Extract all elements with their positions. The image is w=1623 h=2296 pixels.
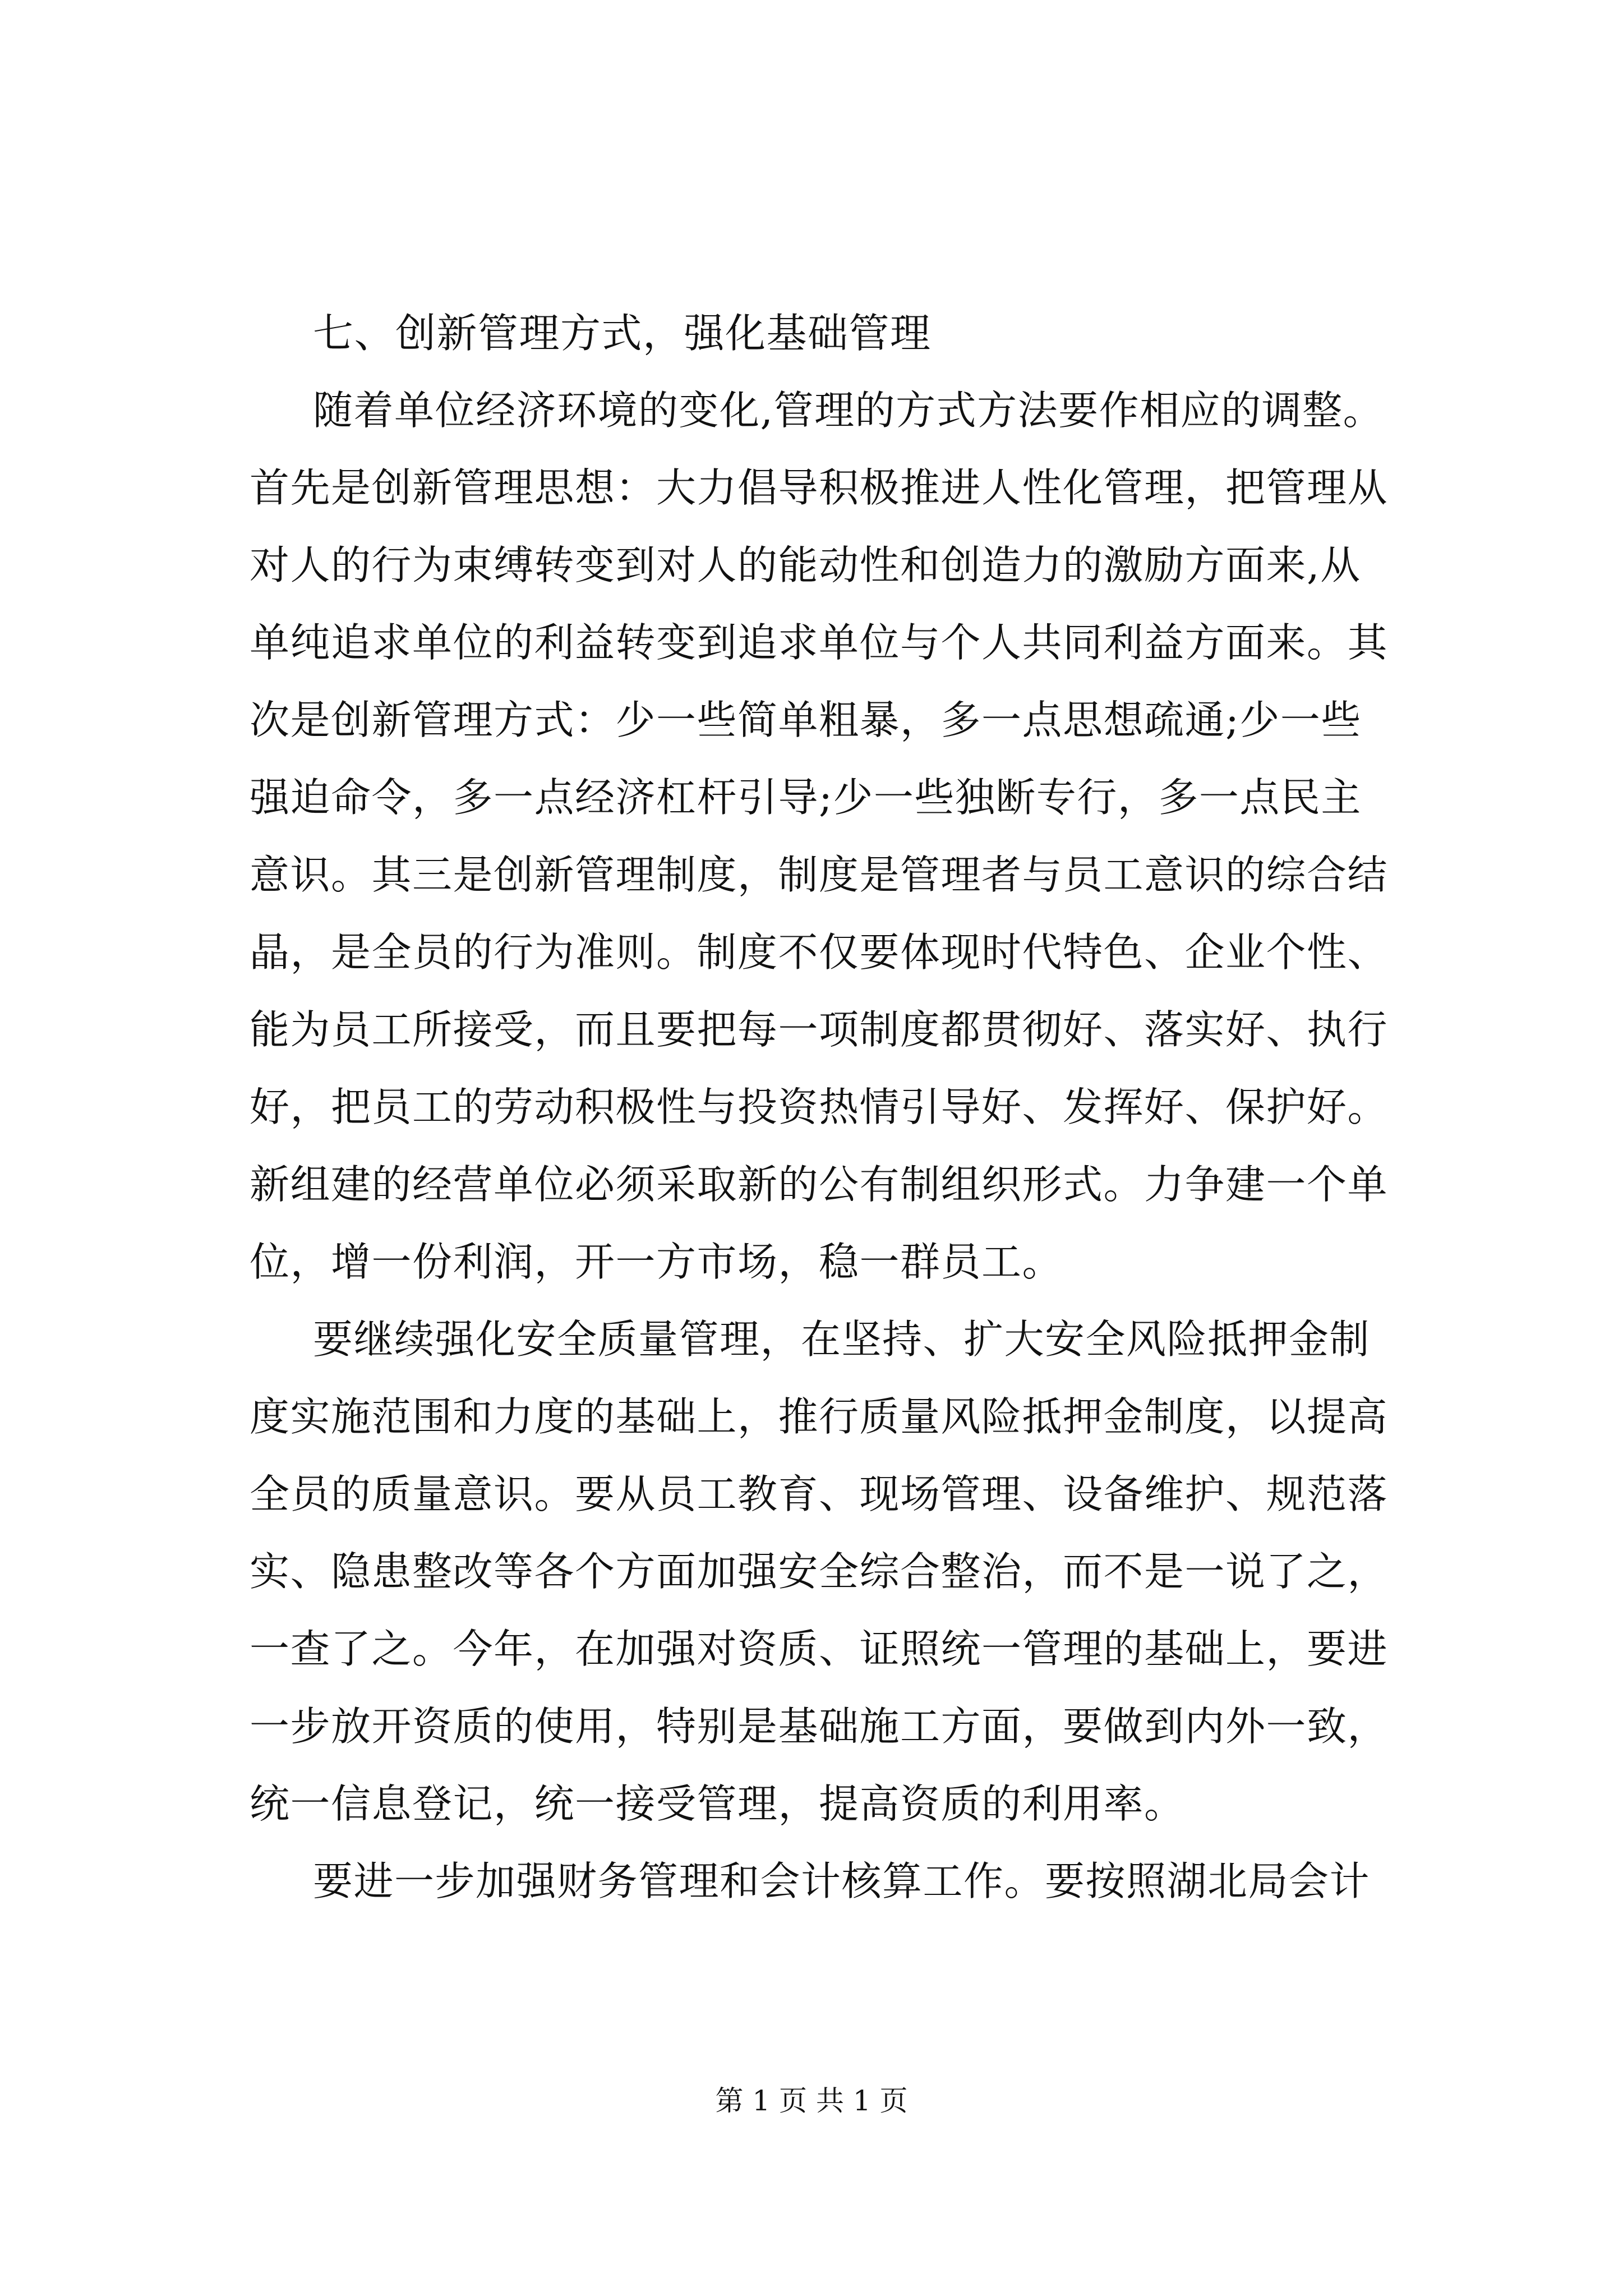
paragraph-line: 度实施范围和力度的基础上，推行质量风险抵押金制度，以提高 <box>250 1393 1389 1440</box>
paragraph-line: 要进一步加强财务管理和会计核算工作。要按照湖北局会计 <box>313 1858 1371 1904</box>
paragraph-line: 一步放开资质的使用，特别是基础施工方面，要做到内外一致， <box>250 1703 1389 1750</box>
paragraph-line: 好，把员工的劳动积极性与投资热情引导好、发挥好、保护好。 <box>250 1084 1389 1130</box>
paragraph-line: 位，增一份利润，开一方市场，稳一群员工。 <box>250 1239 1063 1285</box>
paragraph-line: 次是创新管理方式：少一些简单粗暴，多一点思想疏通;少一些 <box>250 697 1362 743</box>
section-heading: 七、创新管理方式，强化基础管理 <box>313 310 932 357</box>
paragraph-line: 新组建的经营单位必须采取新的公有制组织形式。力争建一个单 <box>250 1161 1389 1208</box>
paragraph-line: 首先是创新管理思想：大力倡导积极推进人性化管理，把管理从 <box>250 464 1389 511</box>
paragraph-line: 实、隐患整改等各个方面加强安全综合整治，而不是一说了之， <box>250 1548 1389 1595</box>
paragraph-line: 单纯追求单位的利益转变到追求单位与个人共同利益方面来。其 <box>250 619 1389 666</box>
paragraph-line: 要继续强化安全质量管理，在坚持、扩大安全风险抵押金制 <box>313 1316 1371 1363</box>
paragraph-line: 晶，是全员的行为准则。制度不仅要体现时代特色、企业个性、 <box>250 929 1389 976</box>
paragraph-line: 能为员工所接受，而且要把每一项制度都贯彻好、落实好、执行 <box>250 1006 1389 1053</box>
paragraph-line: 随着单位经济环境的变化,管理的方式方法要作相应的调整。 <box>313 387 1384 434</box>
page-footer: 第 1 页 共 1 页 <box>715 2085 908 2117</box>
paragraph-line: 强迫命令，多一点经济杠杆引导;少一些独断专行，多一点民主 <box>250 774 1362 821</box>
paragraph-line: 意识。其三是创新管理制度，制度是管理者与员工意识的综合结 <box>250 852 1389 898</box>
document-body <box>250 295 1455 1920</box>
paragraph-line: 一查了之。今年，在加强对资质、证照统一管理的基础上，要进 <box>250 1626 1389 1672</box>
paragraph-line: 全员的质量意识。要从员工教育、现场管理、设备维护、规范落 <box>250 1471 1389 1517</box>
paragraph-line: 统一信息登记，统一接受管理，提高资质的利用率。 <box>250 1780 1185 1827</box>
paragraph-line: 对人的行为束缚转变到对人的能动性和创造力的激励方面来,从 <box>250 542 1361 588</box>
